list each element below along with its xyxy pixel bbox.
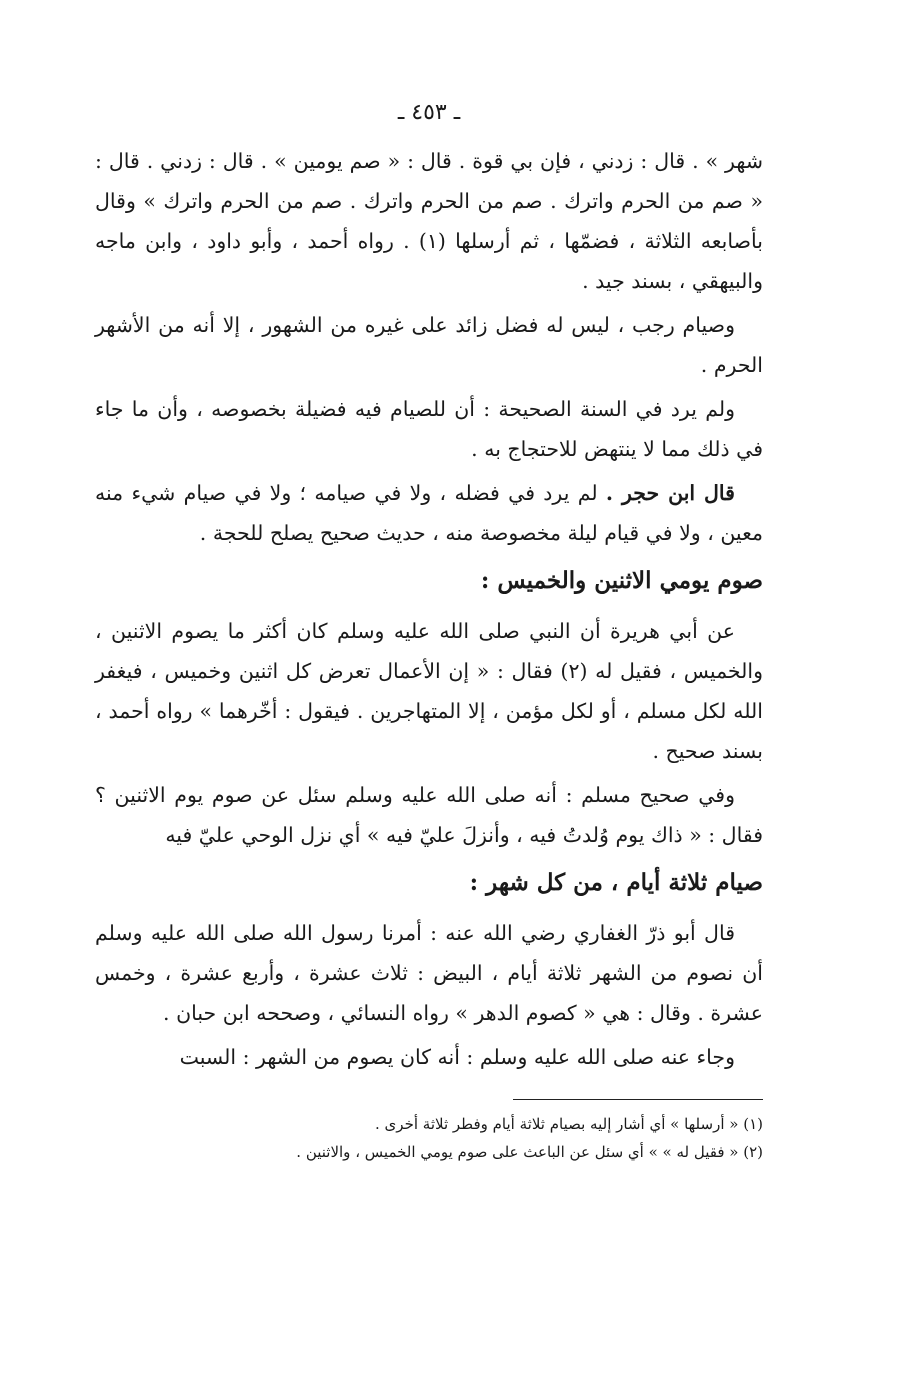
paragraph-rajab: وصيام رجب ، ليس له فضل زائد على غيره من الشهور ، إلا أنه من الأشهر الحرم . [95, 313, 763, 377]
section-heading-monday-thursday: صوم يومي الاثنين والخميس : [480, 567, 763, 594]
paragraph-abu-hurayra: عن أبي هريرة أن النبي صلى الله عليه وسلم كان أكثر ما يصوم الاثنين ، والخميس ، فقيل له (٢) فقال : « إن الأعمال تعرض كل اثنين وخميس ، فيغفر الله لكل مسلم ، أو لكل مؤمن ، إلا المتهاجرين . فيقول : أخّرهما » رواه أحمد ، بسند صحيح . [95, 619, 763, 763]
footnote-2: (٢) « فقيل له » » أي سئل عن الباعث على صوم يومي الخميس ، والاثنين . [296, 1143, 763, 1161]
book-page [95, 100, 763, 1166]
page-number: ـ ٤٥٣ ـ [397, 100, 461, 125]
paragraph-abu-dharr: قال أبو ذرّ الغفاري رضي الله عنه : أمرنا رسول الله صلى الله عليه وسلم أن نصوم من الشهر ثلاثة أيام ، البيض : ثلاث عشرة ، وأربع عشرة ، وخمس عشرة . وقال : هي « كصوم الدهر » رواه النسائي ، وصححه ابن حبان . [95, 921, 763, 1025]
ibn-hajar-label: قال ابن حجر . [605, 481, 735, 505]
paragraph-hadith-continuation: شهر » . قال : زدني ، فإن بي قوة . قال : « صم يومين » . قال : زدني . قال : « صم من الحرم واترك . صم من الحرم واترك . صم من الحرم واترك » وقال بأصابعه الثلاثة ، فضمّها ، ثم أرسلها (١) . رواه أحمد ، وأبو داود ، وابن ماجه والبيهقي ، بسند جيد . [95, 149, 763, 293]
paragraph-sunnah: ولم يرد في السنة الصحيحة : أن للصيام فيه فضيلة بخصوصه ، وأن ما جاء في ذلك مما لا ينتهض للاحتجاج به . [95, 397, 763, 461]
paragraph-sahih-muslim: وفي صحيح مسلم : أنه صلى الله عليه وسلم سئل عن صوم يوم الاثنين ؟ فقال : « ذاك يوم وُلدتُ فيه ، وأنزلَ عليّ فيه » أي نزل الوحي عليّ فيه [95, 783, 763, 847]
section-heading-three-days: صيام ثلاثة أيام ، من كل شهر : [469, 869, 763, 896]
ibn-hajar-text: لم يرد في فضله ، ولا في صيامه ؛ ولا في صيام شيء منه معين ، ولا في قيام ليلة مخصوصة منه ، حديث صحيح يصلح للحجة . [95, 481, 763, 545]
footnote-1: (١) « أرسلها » أي أشار إليه بصيام ثلاثة أيام وفطر ثلاثة أخرى . [375, 1115, 763, 1133]
paragraph-ibn-hajar [95, 473, 763, 553]
footnote-divider [513, 1099, 763, 1100]
paragraph-saturday: وجاء عنه صلى الله عليه وسلم : أنه كان يصوم من الشهر : السبت [179, 1045, 735, 1069]
